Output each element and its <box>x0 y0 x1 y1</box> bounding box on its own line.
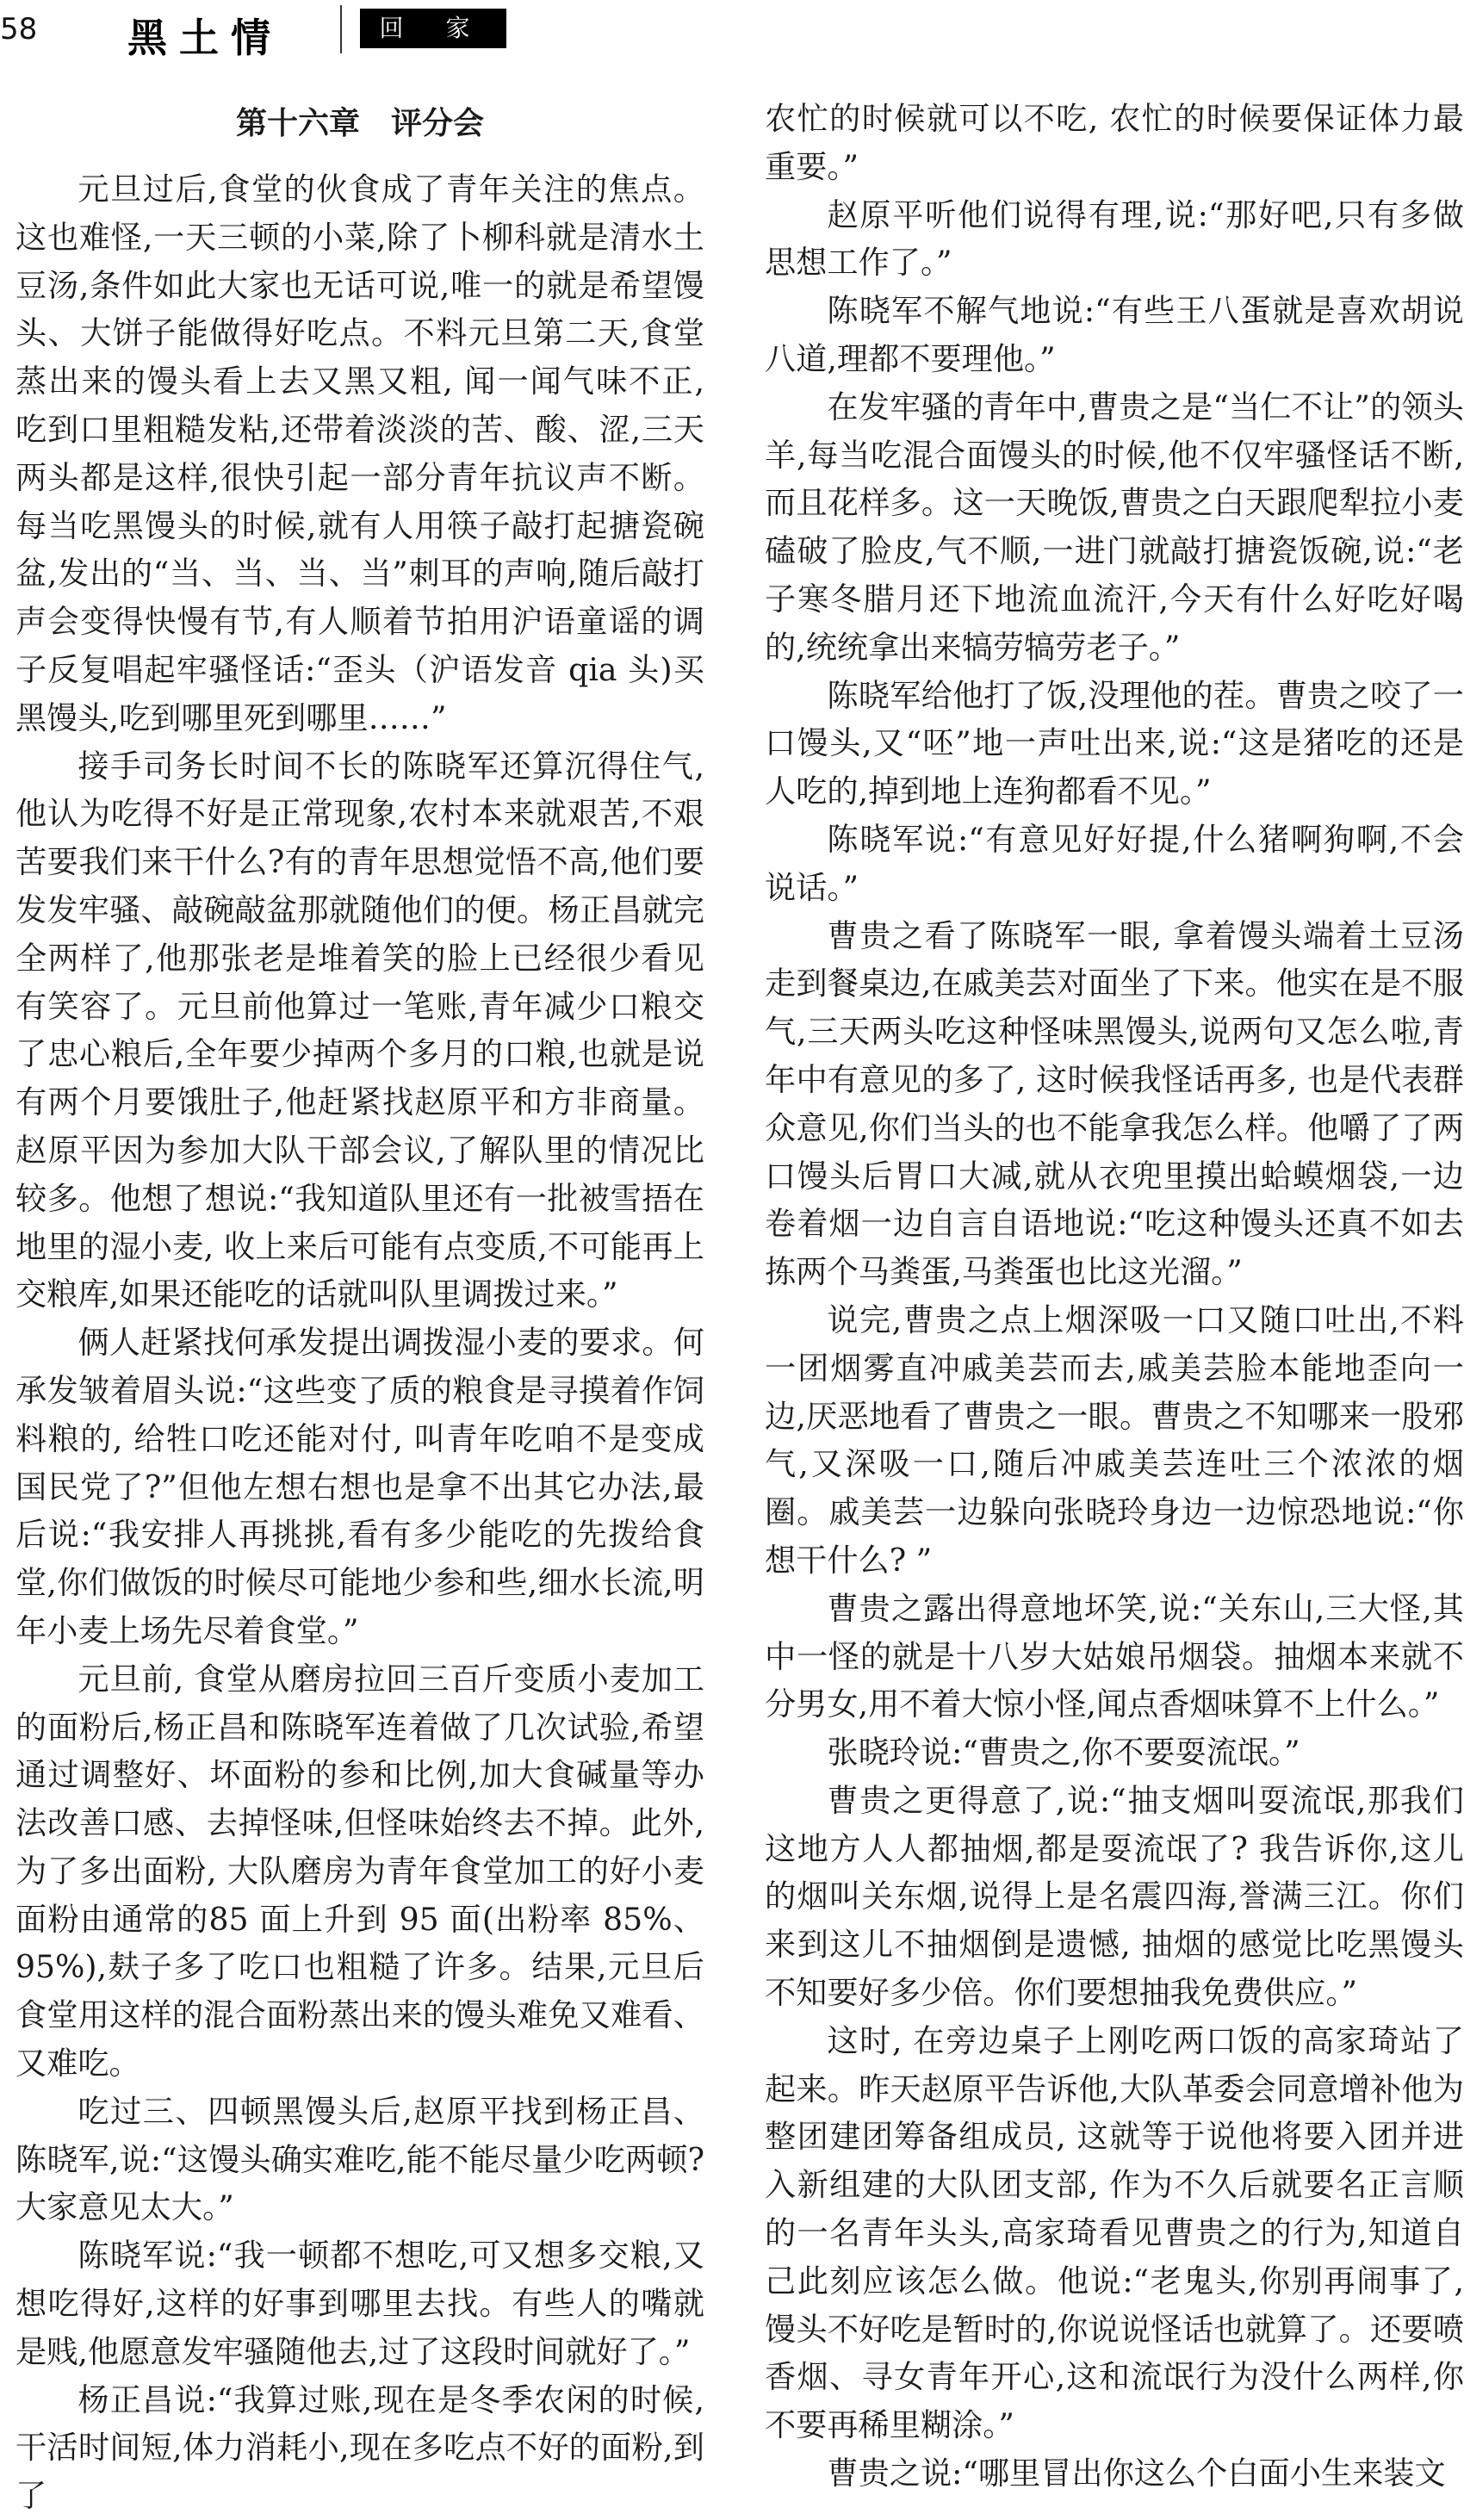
paragraph: 吃过三、四顿黑馒头后,赵原平找到杨正昌、陈晓军,说:“这馒头确实难吃,能不能尽量少吃两顿? 大家意见太大。” <box>16 2092 704 2226</box>
paragraph: 说完,曹贵之点上烟深吸一口又随口吐出,不料一团烟雾直冲戚美芸而去,戚美芸脸本能地歪向一边,厌恶地看了曹贵之一眼。曹贵之不知哪来一股邪气,又深吸一口,随后冲戚美芸连吐三个浓浓的烟圈。戚美芸一边躲向张晓玲身边一边惊恐地说:“你想干什么? ” <box>765 1300 1464 1579</box>
paragraph: 张晓玲说:“曹贵之,你不要耍流氓。” <box>827 1734 1300 1772</box>
paragraph: 赵原平听他们说得有理,说:“那好吧,只有多做思想工作了。” <box>765 196 1464 282</box>
paragraph: 曹贵之说:“哪里冒出你这么个白面小生来装文 <box>827 2455 1446 2492</box>
paragraph: 在发牢骚的青年中,曹贵之是“当仁不让”的领头羊,每当吃混合面馒头的时候,他不仅牢骚怪话不断,而且花样多。这一天晚饭,曹贵之白天跟爬犁拉小麦磕破了脸皮,气不顺,一进门就敲打搪瓷饭碗,说:“老子寒冬腊月还下地流血流汗,今天有什么好吃好喝的,统统拿出来犒劳犒劳老子。” <box>765 388 1464 666</box>
paragraph: 这时, 在旁边桌子上刚吃两口饭的高家琦站了起来。昨天赵原平告诉他,大队革委会同意增补他为整团建团筹备组成员, 这就等于说他将要入团并进入新组建的大队团支部, 作为不久后就要名正言顺的一名青年头头,高家琦看见曹贵之的行为,知道自己此刻应该怎么做。他说:“老鬼头,你别再闹事了,馒头不好吃是暂时的,你说说怪话也就算了。还要喷香烟、寻女青年开心,这和流氓行为没什么两样,你不要再稀里糊涂。” <box>765 2021 1464 2444</box>
paragraph: 元旦前, 食堂从磨房拉回三百斤变质小麦加工的面粉后,杨正昌和陈晓军连着做了几次试验,希望通过调整好、坏面粉的参和比例,加大食碱量等办法改善口感、去掉怪味,但怪味始终去不掉。此外,为了多出面粉, 大队磨房为青年食堂加工的好小麦面粉由通常的85 面上升到 95 面(出粉率 85%、95%),麸子多了吃口也粗糙了许多。结果,元旦后食堂用这样的混合面粉蒸出来的馒头难免又难看、又难吃。 <box>16 1660 704 2082</box>
header-divider <box>340 5 342 53</box>
paragraph: 曹贵之露出得意地坏笑,说:“关东山,三大怪,其中一怪的就是十八岁大姑娘吊烟袋。抽烟本来就不分男女,用不着大惊小怪,闻点香烟味算不上什么。” <box>765 1589 1464 1723</box>
paragraph: 陈晓军不解气地说:“有些王八蛋就是喜欢胡说八道,理都不要理他。” <box>765 292 1464 377</box>
magazine-logo: 黑土情 <box>127 15 282 61</box>
left-column <box>16 96 704 2520</box>
paragraph: 元旦过后,食堂的伙食成了青年关注的焦点。这也难怪,一天三顿的小菜,除了卜柳科就是清水土豆汤,条件如此大家也无话可说,唯一的就是希望馒头、大饼子能做得好吃点。不料元旦第二天,食堂蒸出来的馒头看上去又黑又粗, 闻一闻气味不正, 吃到口里粗糙发粘,还带着淡淡的苦、酸、涩,三天两头都是这样,很快引起一部分青年抗议声不断。每当吃黑馒头的时候,就有人用筷子敲打起搪瓷碗盆,发出的“当、当、当、当”刺耳的声响,随后敲打声会变得快慢有节,有人顺着节拍用沪语童谣的调子反复唱起牢骚怪话:“歪头（沪语发音 qia 头)买黑馒头,吃到哪里死到哪里……” <box>16 171 704 736</box>
paragraph: 陈晓军说:“我一顿都不想吃,可又想多交粮,又想吃得好,这样的好事到哪里去找。有些人的嘴就是贱,他愿意发牢骚随他去,过了这段时间就好了。” <box>16 2237 704 2370</box>
paragraph: 陈晓军说:“有意见好好提,什么猪啊狗啊,不会说话。” <box>765 820 1464 906</box>
page-header <box>0 0 1464 60</box>
paragraph: 接手司务长时间不长的陈晓军还算沉得住气,他认为吃得不好是正常现象,农村本来就艰苦,不艰苦要我们来干什么?有的青年思想觉悟不高,他们要发发牢骚、敲碗敲盆那就随他们的便。杨正昌就完全两样了,他那张老是堆着笑的脸上已经很少看见有笑容了。元旦前他算过一笔账,青年减少口粮交了忠心粮后,全年要少掉两个多月的口粮,也就是说有两个月要饿肚子,他赶紧找赵原平和方非商量。赵原平因为参加大队干部会议,了解队里的情况比较多。他想了想说:“我知道队里还有一批被雪捂在地里的湿小麦, 收上来后可能有点变质,不可能再上交粮库,如果还能吃的话就叫队里调拨过来。” <box>16 747 704 1313</box>
right-column <box>765 95 1464 2498</box>
paragraph: 陈晓军给他打了饭,没理他的茬。曹贵之咬了一口馒头,又“呸”地一声吐出来,说:“这是猪吃的还是人吃的,掉到地上连狗都看不见。” <box>765 676 1464 810</box>
page-number: 58 <box>0 12 38 47</box>
paragraph: 曹贵之看了陈晓军一眼, 拿着馒头端着土豆汤走到餐桌边,在戚美芸对面坐了下来。他实在是不服气,三天两头吃这种怪味黑馒头,说两句又怎么啦,青年中有意见的多了, 这时候我怪话再多, 也是代表群众意见,你们当头的也不能拿我怎么样。他嚼了了两口馒头后胃口大减,就从衣兜里摸出蛤蟆烟袋,一边卷着烟一边自言自语地说:“吃这种馒头还真不如去拣两个马粪蛋,马粪蛋也比这光溜。” <box>765 916 1464 1291</box>
paragraph: 俩人赶紧找何承发提出调拨湿小麦的要求。何承发皱着眉头说:“这些变了质的粮食是寻摸着作饲料粮的, 给牲口吃还能对付, 叫青年吃咱不是变成国民党了?”但他左想右想也是拿不出其它办法,最后说:“我安排人再挑挑,看有多少能吃的先拨给食堂,你们做饭的时候尽可能地少参和些,细水长流,明年小麦上场先尽着食堂。” <box>16 1324 704 1649</box>
section-label: 回 家 <box>360 9 506 48</box>
paragraph-continued: 农忙的时候就可以不吃, 农忙的时候要保证体力最重要。” <box>765 100 1464 185</box>
paragraph: 杨正昌说:“我算过账,现在是冬季农闲的时候,干活时间短,体力消耗小,现在多吃点不好的面粉,到了 <box>16 2380 704 2515</box>
paragraph: 曹贵之更得意了,说:“抽支烟叫耍流氓,那我们这地方人人都抽烟,都是耍流氓了? 我告诉你,这儿的烟叫关东烟,说得上是名震四海,誉满三江。你们来到这儿不抽烟倒是遗憾, 抽烟的感觉比吃黑馒头不知要好多少倍。你们要想抽我免费供应。” <box>765 1781 1464 2012</box>
chapter-title: 第十六章 评分会 <box>235 105 484 141</box>
